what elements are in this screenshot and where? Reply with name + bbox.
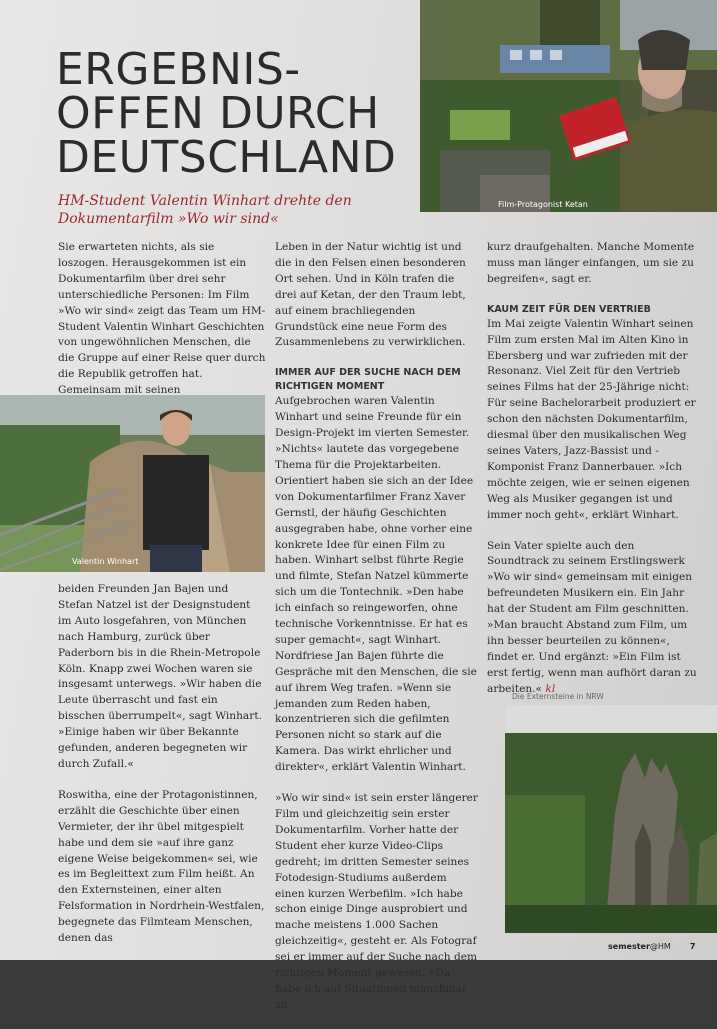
col2-paragraph-1: Leben in der Natur wichtig ist und die in den Felsen einen besonderen Ort sehen. Und in Köln trafen die drei auf Ketan, der den Traum lebt, auf einem brachliegenden Grundstück eine neue Form des Zusammenlebens zu verwirklichen. (275, 241, 466, 349)
caption-ketan: Film-Protagonist Ketan (498, 200, 588, 209)
caption-valentin: Valentin Winhart (72, 557, 139, 566)
title-line-2: OFFEN DURCH (56, 88, 380, 139)
author-signature: kl (545, 682, 556, 695)
page-number: 7 (689, 942, 696, 951)
col1-paragraph-3: Roswitha, eine der Protagonistinnen, erzählt die Geschichte über einen Vermieter, der ihr übel mitgespielt habe und dem sie »auf ihre ganz eigene Weise beigekommen« sei, wie es im Begleittext zum Film heißt. An den Externsteinen, einer alten Felsformation in Nordrhein-Westfalen, begegnete das Filmteam Menschen, denen das (58, 788, 265, 945)
caption-externsteine: Die Externsteine in NRW (512, 692, 604, 701)
col2-paragraph-3: »Wo wir sind« ist sein erster längerer Film und gleichzeitig sein erster Dokumentarfilm. Vorher hatte der Student eher kurze Video-Clips gedreht; im dritten Semester seines Fotodesign-Studiums außerdem einen kurzen Werbefilm. »Ich habe schon einige Dinge ausprobiert und mache meistens 1.000 Sachen gleichzeitig«, gesteht er. Als Fotograf sei er immer auf der Suche nach dem richtigen Moment gewesen. »Da habe ich auf Situationen manchmal zu (275, 792, 478, 1011)
col1-paragraph-1: Sie erwarteten nichts, als sie loszogen. Herausgekommen ist ein Dokumentarfilm über drei sehr unterschiedliche Personen: Im Film »Wo wir sind« zeigt das Team um HM-Student Valentin Winhart Geschichten von ungewöhnlichen Menschen, die die Gruppe auf einer Reise quer durch die Republik getroffen hat. Gemeinsam mit seinen (58, 241, 266, 397)
column-3 (487, 240, 697, 713)
footer-brand-suffix: @HM (649, 942, 671, 951)
page-footer (608, 942, 696, 951)
footer-brand: semester (608, 942, 650, 951)
photo-ketan-image (420, 0, 717, 212)
title-line-3: DEUTSCHLAND (56, 132, 397, 183)
column-1-bottom (58, 582, 266, 962)
col3-paragraph-3-text: Sein Vater spielte auch den Soundtrack zu seinem Erstlingswerk »Wo wir sind« gemeinsam mit einigen befreundeten Musikern ein. Ein Jahr hat der Student am Film geschnitten. »Man braucht Abstand zum Film, um ihn besser beurteilen zu können«, findet er. Und ergänzt: »Ein Film ist erst fertig, wenn man aufhört daran zu arbeiten.« (487, 539, 697, 695)
article-subtitle: HM-Student Valentin Winhart drehte den Dokumentarfilm »Wo wir sind« (58, 193, 352, 227)
photo-externsteine-image (505, 705, 717, 933)
title-line-1: ERGEBNIS- (56, 44, 301, 95)
col3-paragraph-2: Im Mai zeigte Valentin Winhart seinen Film zum ersten Mal im Alten Kino in Ebersberg und war zufrieden mit der Resonanz. Viel Zeit für den Vertrieb seines Films hat der 25-Jährige nicht: Für seine Bachelorarbeit produziert er schon den nächsten Dokumentarfilm, diesmal über den musikalischen Weg seines Vaters, Jazz-Bassist und -Komponist Franz Dannerbauer. »Ich möchte zeigen, wie er seinen eigenen Weg als Musiker gegangen ist und immer noch geht«, erklärt Winhart. (487, 317, 696, 521)
col3-paragraph-3 (487, 539, 697, 698)
article-title (56, 44, 416, 183)
col3-heading: KAUM ZEIT FÜR DEN VERTRIEB (487, 303, 651, 315)
photo-valentin (0, 395, 265, 572)
photo-externsteine (505, 705, 717, 933)
col3-paragraph-1: kurz draufgehalten. Manche Momente muss man länger einfangen, um sie zu begreifen«, sagt er. (487, 241, 695, 285)
photo-ketan (420, 0, 717, 212)
column-2 (275, 240, 478, 1029)
column-1-top (58, 240, 266, 414)
col2-paragraph-2: Aufgebrochen waren Valentin Winhart und seine Freunde für ein Design-Projekt im vierten Semester. »Nichts« lautete das vorgegebene Thema für die Projektarbeiten. Orientiert haben sie sich an der Idee von Dokumentarfilmer Franz Xaver Gernstl, der häufig Geschichten ausgegraben habe, ohne vorher eine konkrete Idee für einen Film zu haben. Winhart selbst führte Regie und filmte, Stefan Natzel kümmerte sich um die Tontechnik. »Den habe ich einfach so reingeworfen, ohne technische Vorkenntnisse. Er hat es super gemacht«, sagt Winhart. Nordfriese Jan Bajen führte die Gespräche mit den Menschen, die sie auf ihrem Weg trafen. »Wenn sie jemanden zum Reden haben, konzentrieren sich die gefilmten Personen nicht so stark auf die Kamera. Das wirkt ehrlicher und direkter«, erklärt Valentin Winhart. (275, 395, 477, 774)
photo-valentin-image (0, 395, 265, 572)
col2-heading: IMMER AUF DER SUCHE NACH DEM RICHTIGEN MOMENT (275, 367, 461, 393)
col1-paragraph-2: beiden Freunden Jan Bajen und Stefan Natzel ist der Designstudent im Auto losgefahren, von München nach Hamburg, zurück über Paderborn bis in die Rhein-Metropole Köln. Knapp zwei Wochen waren sie insgesamt unterwegs. »Wir haben die Leute überrascht und fast ein bisschen überrumpelt«, sagt Winhart. »Einige haben wir über Bekannte gefunden, anderen begegneten wir durch Zufall.« (58, 583, 262, 770)
